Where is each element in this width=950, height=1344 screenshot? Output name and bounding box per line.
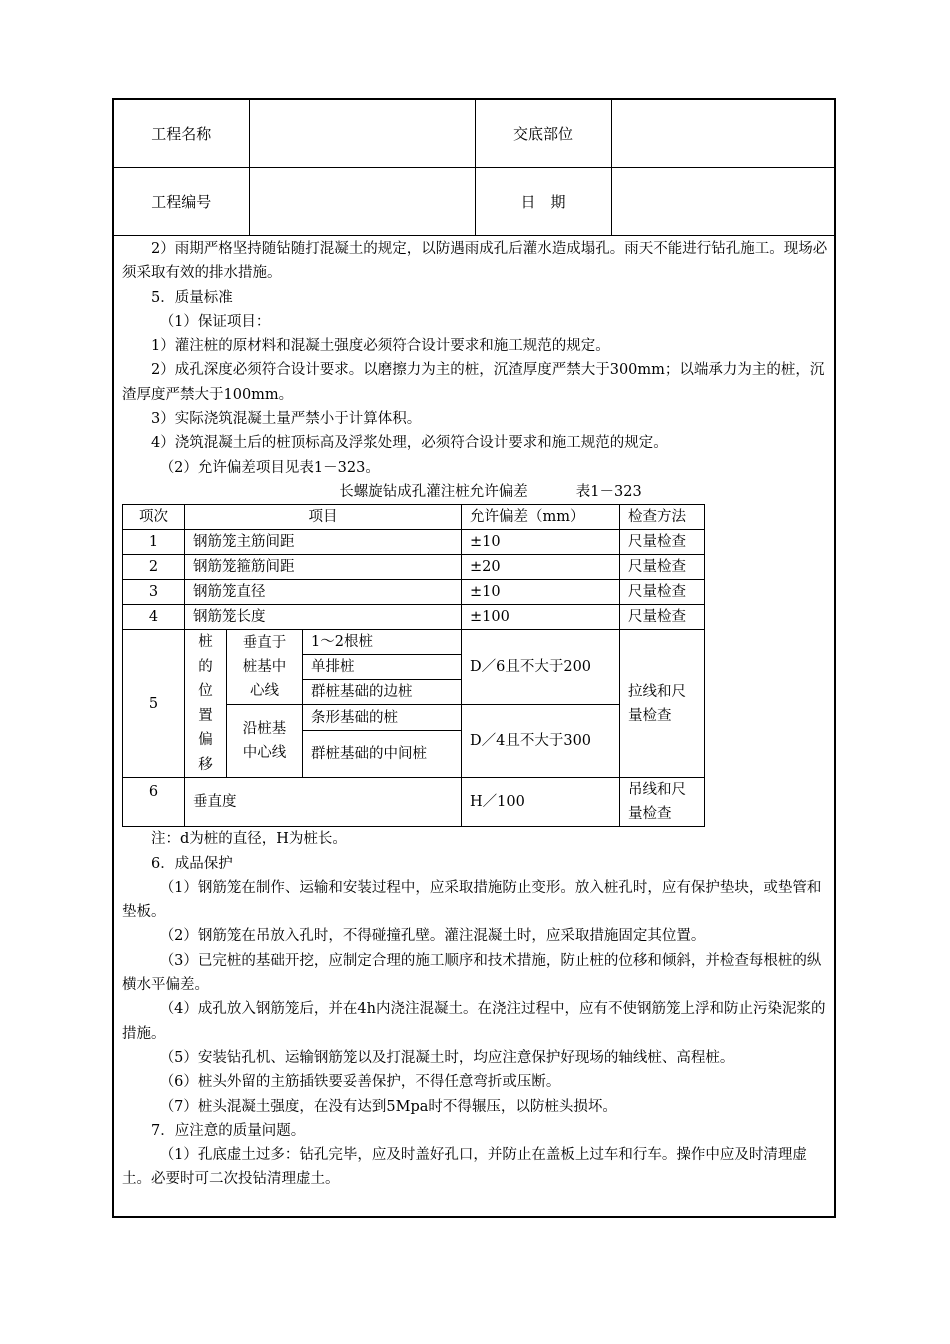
table-row bbox=[123, 530, 705, 555]
col-header: 项目 bbox=[185, 505, 462, 530]
row-tol: D／4且不大于300 bbox=[462, 705, 620, 778]
row-method: 尺量检查 bbox=[620, 530, 705, 555]
row-group: 桩 的 位 置 偏 移 bbox=[185, 630, 227, 778]
row-item: 钢筋笼直径 bbox=[185, 580, 462, 605]
row-method: 拉线和尺 量检查 bbox=[620, 630, 705, 778]
row-subgroup: 沿桩基 中心线 bbox=[227, 705, 303, 778]
date-value bbox=[611, 168, 834, 236]
table-title: 长螺旋钻成孔灌注桩允许偏差 bbox=[339, 483, 528, 500]
table-note: 注：d为桩的直径，H为桩长。 bbox=[151, 831, 347, 848]
project-no-label: 工程编号 bbox=[114, 168, 249, 236]
table-row bbox=[123, 555, 705, 580]
paragraph: （1）钢筋笼在制作、运输和安装过程中，应采取措施防止变形。放入桩孔时，应有保护垫块，或垫管和垫板。 bbox=[122, 879, 822, 921]
col-header: 检查方法 bbox=[620, 505, 705, 530]
row-no: 4 bbox=[123, 605, 185, 630]
row-no: 1 bbox=[123, 530, 185, 555]
row-tol: D／6且不大于200 bbox=[462, 630, 620, 705]
header-table bbox=[114, 100, 834, 236]
deviation-table bbox=[122, 504, 705, 827]
section-heading: 5．质量标准 bbox=[151, 289, 233, 306]
row-method: 吊线和尺 量检查 bbox=[620, 778, 705, 827]
row-tol: ±10 bbox=[462, 530, 620, 555]
paragraph: （5）安装钻孔机、运输钢筋笼以及打混凝土时，均应注意保护好现场的轴线桩、高程桩。 bbox=[159, 1049, 735, 1066]
table-header-row bbox=[123, 505, 705, 530]
table-caption bbox=[122, 480, 830, 504]
row-tol: ±10 bbox=[462, 580, 620, 605]
row-method: 尺量检查 bbox=[620, 555, 705, 580]
table-row bbox=[123, 630, 705, 655]
date-label: 日 期 bbox=[475, 168, 611, 236]
project-name-label: 工程名称 bbox=[114, 100, 249, 168]
subsection-heading: （1）保证项目： bbox=[159, 313, 271, 330]
paragraph: （2）钢筋笼在吊放入孔时，不得碰撞孔壁。灌注混凝土时，应采取措施固定其位置。 bbox=[159, 928, 706, 945]
document-body bbox=[122, 237, 830, 1192]
row-method: 尺量检查 bbox=[620, 605, 705, 630]
row-tol: ±100 bbox=[462, 605, 620, 630]
row-no: 3 bbox=[123, 580, 185, 605]
document-frame bbox=[112, 98, 836, 1218]
paragraph: （2）允许偏差项目见表1－323。 bbox=[159, 459, 380, 476]
row-subitem: 单排桩 bbox=[303, 655, 462, 680]
row-item: 钢筋笼主筋间距 bbox=[185, 530, 462, 555]
paragraph: 3）实际浇筑混凝土量严禁小于计算体积。 bbox=[151, 411, 422, 428]
paragraph: 2）雨期严格坚持随钻随打混凝土的规定，以防遇雨成孔后灌水造成塌孔。雨天不能进行钻孔施工。现场必须采取有效的排水措施。 bbox=[122, 241, 828, 282]
table-row bbox=[123, 778, 705, 827]
project-name-value bbox=[249, 100, 475, 168]
project-no-value bbox=[249, 168, 475, 236]
paragraph: （7）桩头混凝土强度，在没有达到5Mpa时不得辗压，以防桩头损坏。 bbox=[159, 1098, 617, 1115]
row-no: 2 bbox=[123, 555, 185, 580]
section-heading: 6．成品保护 bbox=[151, 855, 233, 872]
row-tol: ±20 bbox=[462, 555, 620, 580]
paragraph: 1）灌注桩的原材料和混凝土强度必须符合设计要求和施工规范的规定。 bbox=[151, 338, 610, 355]
row-no: 6 bbox=[123, 778, 185, 827]
table-row bbox=[123, 605, 705, 630]
paragraph: （6）桩头外留的主筋插铁要妥善保护，不得任意弯折或压断。 bbox=[159, 1074, 561, 1091]
row-subitem: 群桩基础的边桩 bbox=[303, 680, 462, 705]
row-subgroup: 垂直于 桩基中 心线 bbox=[227, 630, 303, 705]
row-tol: H／100 bbox=[462, 778, 620, 827]
section-label: 交底部位 bbox=[475, 100, 611, 168]
row-item: 钢筋笼箍筋间距 bbox=[185, 555, 462, 580]
row-subitem: 1～2根桩 bbox=[303, 630, 462, 655]
row-subitem: 条形基础的桩 bbox=[303, 705, 462, 731]
section-heading: 7．应注意的质量问题。 bbox=[151, 1122, 306, 1139]
paragraph: 4）浇筑混凝土后的桩顶标高及浮浆处理，必须符合设计要求和施工规范的规定。 bbox=[151, 435, 668, 452]
paragraph: （3）已完桩的基础开挖，应制定合理的施工顺序和技术措施，防止桩的位移和倾斜，并检查每根桩的纵横水平偏差。 bbox=[122, 952, 822, 994]
paragraph: （1）孔底虚土过多：钻孔完毕，应及时盖好孔口，并防止在盖板上过车和行车。操作中应及时清理虚土。必要时可二次投钻清理虚土。 bbox=[122, 1147, 807, 1188]
row-no: 5 bbox=[123, 630, 185, 778]
col-header: 允许偏差（mm） bbox=[462, 505, 620, 530]
paragraph: 2）成孔深度必须符合设计要求。以磨擦力为主的桩，沉渣厚度严禁大于300mm；以端承力为主的桩，沉渣厚度严禁大于100mm。 bbox=[122, 362, 825, 403]
paragraph: （4）成孔放入钢筋笼后，并在4h内浇注混凝土。在浇注过程中，应有不使钢筋笼上浮和防止污染泥浆的措施。 bbox=[122, 1001, 826, 1042]
row-item: 垂直度 bbox=[185, 778, 462, 827]
row-subitem: 群桩基础的中间桩 bbox=[303, 731, 462, 778]
row-item: 钢筋笼长度 bbox=[185, 605, 462, 630]
col-header: 项次 bbox=[123, 505, 185, 530]
row-method: 尺量检查 bbox=[620, 580, 705, 605]
section-value bbox=[611, 100, 834, 168]
table-number: 表1－323 bbox=[575, 483, 642, 500]
table-row bbox=[123, 580, 705, 605]
